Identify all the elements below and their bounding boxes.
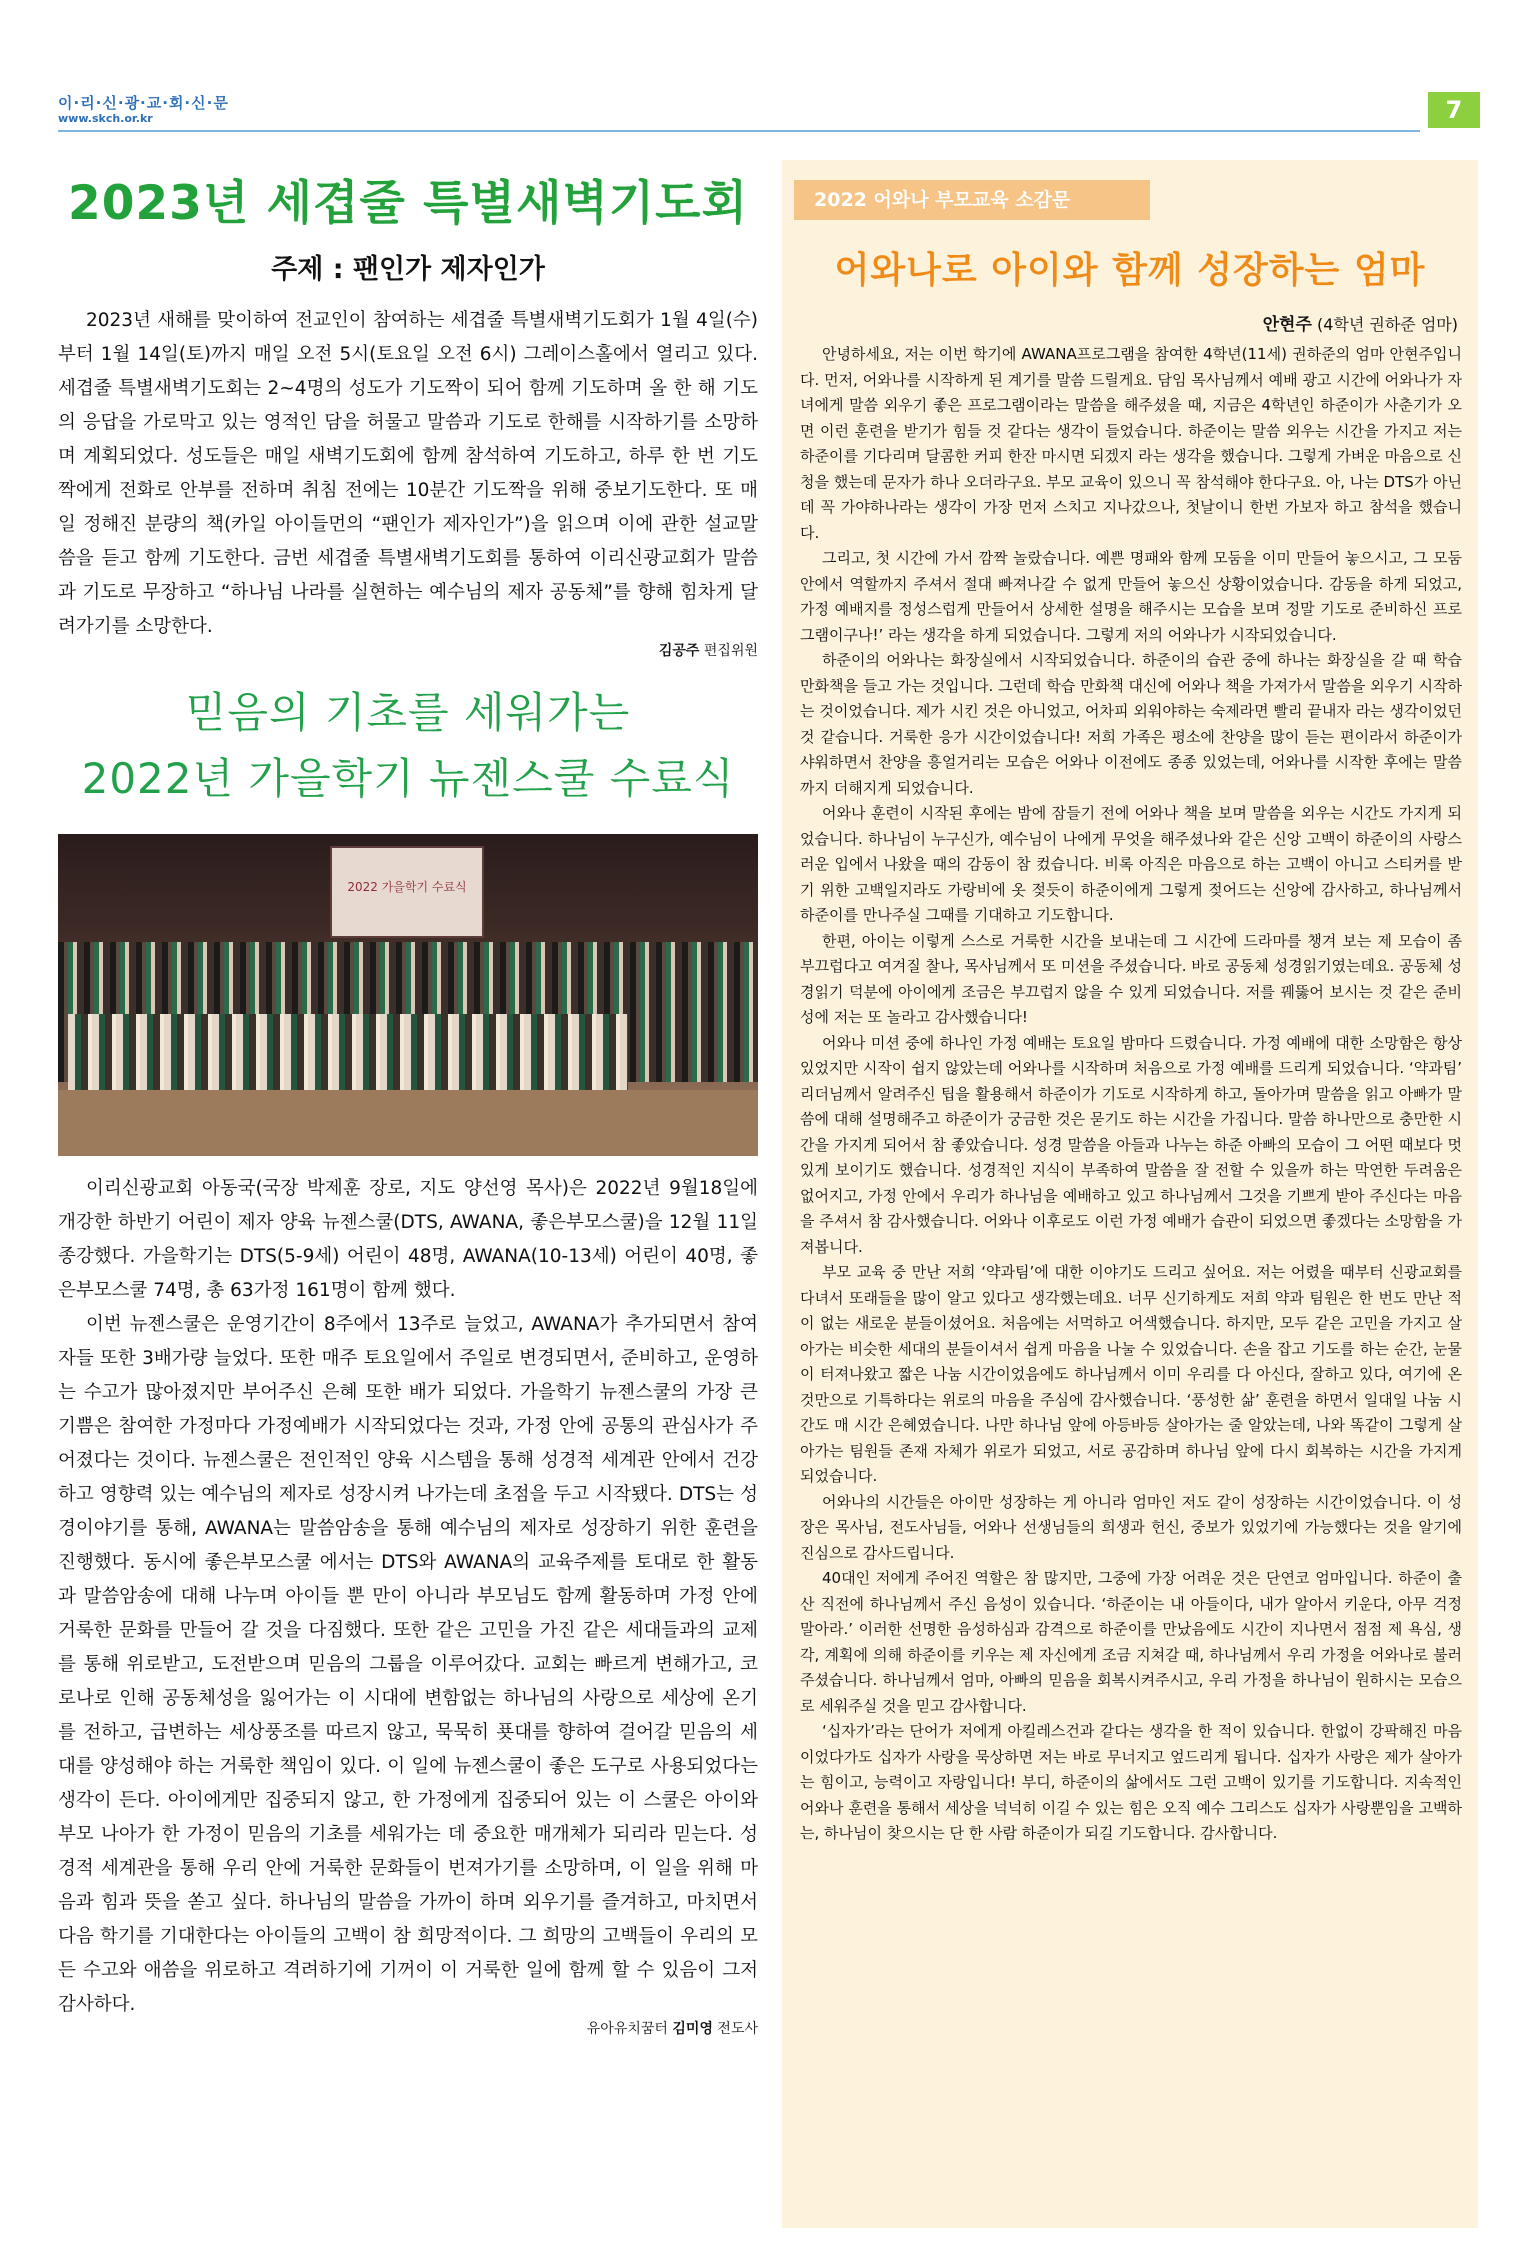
essay-paragraph: 어와나 미션 중에 하나인 가정 예배는 토요일 밤마다 드렸습니다. 가정 예배에 대한 소망함은 항상 있었지만 시작이 쉽지 않았는데 어와나를 시작하며 처음으로 가정 예배를 드리게 되었습니다. ‘약과팀’ 리더님께서 알려주신 팁을 활용해서 하준이가 기도로 시작하게 하고, 돌아가며 말씀을 읽고 아빠가 말씀에 대해 설명해주고 하준이가 궁금한 것은 묻기도 하는 시간을 가집니다. 말씀 하나만으로 충만한 시간을 가지게 되어서 참 좋았습니다. 성경 말씀을 아들과 나누는 하준 아빠의 모습이 그 어떤 때보다 멋있게 보이기도 했습니다. 성경적인 지식이 부족하여 말씀을 잘 전할 수 있을까 하는 막연한 두려움은 없어지고, 가정 안에서 우리가 하나님을 예배하고 있고 하나님께서 그것을 기쁘게 받아 주신다는 마음을 주셔서 참 감사했습니다. 어와나 이후로도 이런 가정 예배가 습관이 되었으면 좋겠다는 소망함을 가져봅니다. xyxy=(800,1033,1462,1256)
website-url[interactable]: www.skch.or.kr xyxy=(58,112,153,125)
article-body-newgen-2: 이번 뉴젠스쿨은 운영기간이 8주에서 13주로 늘었고, AWANA가 추가되면서 참여자들 또한 3배가량 늘었다. 또한 매주 토요일에서 주일로 변경되면서, 준비하고, 운영하는 수고가 많아졌지만 부어주신 은혜 또한 배가 되었다. 가을학기 뉴젠스쿨의 가장 큰 기쁨은 참여한 가정마다 가정예배가 시작되었다는 것과, 가정 안에 공통의 관심사가 주어졌다는 것이다. 뉴젠스쿨은 전인적인 양육 시스템을 통해 성경적 세계관 안에서 건강하고 영향력 있는 예수님의 제자로 성장시켜 나가는데 초점을 두고 시작됐다. DTS는 성경이야기를 통해, AWANA는 말씀암송을 통해 예수님의 제자로 성장하기 위한 훈련을 진행했다. 동시에 좋은부모스쿨 에서는 DTS와 AWANA의 교육주제를 토대로 한 활동과 말씀암송에 대해 나누며 아이들 뿐 만이 아니라 부모님도 함께 활동하며 가정 안에 거룩한 문화를 만들어 갈 것을 다짐했다. 또한 같은 고민을 가진 같은 세대들과의 교제를 통해 위로받고, 도전받으며 믿음의 그룹을 이루어갔다. 교회는 빠르게 변해가고, 코로나로 인해 공동체성을 잃어가는 이 시대에 변함없는 하나님의 사랑으로 세상에 온기를 전하고, 급변하는 세상풍조를 따르지 않고, 묵묵히 푯대를 향하여 걸어갈 믿음의 세대를 양성해야 하는 거룩한 책임이 있다. 이 일에 뉴젠스쿨이 좋은 도구로 사용되었다는 생각이 든다. 아이에게만 집중되지 않고, 한 가정에게 집중되어 있는 이 스쿨은 아이와 부모 나아가 한 가정이 믿음의 기초를 세워가는 데 중요한 매개체가 되리라 믿는다. 성경적 세계관을 통해 우리 안에 거룩한 문화들이 번져가기를 소망하며, 이 일을 위해 마음과 힘과 뜻을 쏟고 싶다. 하나님의 말씀을 가까이 하며 외우기를 즐겨하고, 마치면서 다음 학기를 기대한다는 아이들의 고백이 참 희망적이다. 그 희망의 고백들이 우리의 모든 수고와 애씀을 위로하고 격려하기에 기꺼이 이 거룩한 일에 함께 할 수 있음이 그저 감사하다. xyxy=(58,1314,758,2015)
awana-essay-box xyxy=(782,160,1478,2228)
author-role: 편집위원 xyxy=(699,643,758,659)
section-banner: 2022 어와나 부모교육 소감문 xyxy=(794,180,1150,220)
graduation-group-photo xyxy=(58,834,758,1156)
author-role: 전도사 xyxy=(712,2021,758,2037)
essay-paragraph: ‘십자가’라는 단어가 저에게 아킬레스건과 같다는 생각을 한 적이 있습니다. 한없이 강팍해진 마음이었다가도 십자가 사랑을 묵상하면 저는 바로 무너지고 엎드리게 됩니다. 십자가 사랑은 제가 살아가는 힘이고, 능력이고 자랑입니다! 부디, 하준이의 삶에서도 그런 고백이 있기를 기도합니다. 지속적인 어와나 훈련을 통해서 세상을 넉넉히 이길 수 있는 힘은 오직 예수 그리스도 십자가 사랑뿐임을 고백하는, 하나님이 찾으시는 단 한 사람 하준이가 되길 기도합니다. 감사합니다. xyxy=(800,1722,1462,1842)
article-title-line-1: 믿음의 기초를 세워가는 xyxy=(185,688,631,737)
essay-body xyxy=(800,342,1462,1847)
byline-newgen xyxy=(58,2018,758,2038)
essay-paragraph: 그리고, 첫 시간에 가서 깜짝 놀랐습니다. 예쁜 명패와 함께 모둠을 이미 만들어 놓으시고, 그 모둠 안에서 역할까지 주셔서 절대 빠져나갈 수 없게 만들어 놓으신 상황이었습니다. 감동을 하게 되었고, 가정 예배지를 정성스럽게 만들어서 상세한 설명을 해주시는 모습을 보며 정말 기도로 준비하신 프로그램이구나!’ 라는 생각을 하게 되었습니다. 그렇게 저의 어와나가 시작되었습니다. xyxy=(800,549,1462,644)
projection-screen xyxy=(330,846,484,938)
article-body-newgen-1: 이리신광교회 아동국(국장 박제훈 장로, 지도 양선영 목사)은 2022년 9월18일에 개강한 하반기 어린이 제자 양육 뉴젠스쿨(DTS, AWANA, 좋은부모스쿨)을 12월 11일 종강했다. 가을학기는 DTS(5-9세) 어린이 48명, AWANA(10-13세) 어린이 40명, 좋은부모스쿨 74명, 총 63가정 161명이 함께 했다. xyxy=(58,1178,758,1301)
essay-byline xyxy=(782,310,1458,335)
author-name: 안현주 xyxy=(1262,315,1312,335)
article-subtitle-prayer: 주제 : 팬인가 제자인가 xyxy=(271,254,545,285)
author-name: 김공주 xyxy=(658,643,700,659)
author-prefix: 유아유치꿈터 xyxy=(586,2021,673,2037)
masthead xyxy=(58,92,1478,132)
article-title-newgen xyxy=(58,680,758,812)
article-title-prayer: 2023년 세겹줄 특별새벽기도회 xyxy=(68,176,748,231)
newspaper-name: 이·리·신·광·교·회·신·문 xyxy=(58,94,229,112)
essay-title: 어와나로 아이와 함께 성장하는 엄마 xyxy=(834,250,1426,291)
essay-paragraph: 40대인 저에게 주어진 역할은 참 많지만, 그중에 가장 어려운 것은 단연코 엄마입니다. 하준이 출산 직전에 하나님께서 주신 음성이 있습니다. ‘하준이는 내 아들이다, 내가 알아서 키운다, 아무 걱정 말아라.’ 이러한 선명한 음성하심과 감격으로 하준이를 만났음에도 시간이 지나면서 점점 제 욕심, 생각, 계획에 의해 하준이를 키우는 제 자신에게 조금 지쳐갈 때, 하나님께서 우리 가정을 어와나로 불러주셨습니다. 하나님께서 엄마, 아빠의 믿음을 회복시켜주시고, 우리 가정을 하나님이 원하시는 모습으로 세워주실 것을 믿고 감사합니다. xyxy=(800,1569,1462,1715)
page-number: 7 xyxy=(1428,92,1480,128)
article-title-line-2: 2022년 가을학기 뉴젠스쿨 수료식 xyxy=(81,754,735,803)
essay-paragraph: 부모 교육 중 만난 저희 ‘약과팀’에 대한 이야기도 드리고 싶어요. 저는 어렸을 때부터 신광교회를 다녀서 또래들을 많이 알고 있다고 생각했는데요. 너무 신기하게도 저희 약과 팀원은 한 번도 만난 적이 없는 새로운 분들이셨어요. 처음에는 서먹하고 어색했습니다. 하지만, 모두 같은 고민을 가지고 살아가는 비슷한 세대의 분들이셔서 쉽게 마음을 나눌 수 있었습니다. 손을 잡고 기도를 하는 순간, 눈물이 터져나왔고 짧은 나눔 시간이었음에도 하나님께서 이미 우리를 다 아신다, 잘하고 있다, 여기에 온 것만으로 기특하다는 위로의 마음을 주심에 감사했습니다. ‘풍성한 삶’ 훈련을 하면서 일대일 나눔 시간도 매 시간 은혜였습니다. 나만 하나님 앞에 아등바등 살아가는 줄 알았는데, 나와 똑같이 그렇게 살아가는 팀원들 존재 자체가 위로가 되었고, 서로 공감하며 하나님 앞에 다시 회복하는 시간을 가지게 되었습니다. xyxy=(800,1263,1462,1485)
essay-paragraph: 안녕하세요, 저는 이번 학기에 AWANA프로그램을 참여한 4학년(11세) 권하준의 엄마 안현주입니다. 먼저, 어와나를 시작하게 된 계기를 말씀 드릴게요. 담임 목사님께서 예배 광고 시간에 어와나가 자녀에게 말씀 외우기 좋은 프로그램이라는 말씀을 해주셨을 때, 지금은 4학년인 하준이가 사춘기가 오면 이런 훈련을 받기가 힘들 것 같다는 생각이 들었습니다. 하준이는 말씀 외우는 시간을 가지고 저는 하준이를 기다리며 달콤한 커피 한잔 마시면 되겠지 라는 생각을 했습니다. 그렇게 가벼운 마음으로 신청을 했는데 문자가 하나 오더라구요. 부모 교육이 있으니 꼭 참석해야 한다구요. 아, 나는 DTS가 아닌데 꼭 가야하나라는 생각이 가장 먼저 스치고 지나갔으나, 첫날이니 한번 가보자 하고 참석을 했습니다. xyxy=(800,345,1462,542)
header-divider xyxy=(58,130,1420,132)
essay-paragraph: 한편, 아이는 이렇게 스스로 거룩한 시간을 보내는데 그 시간에 드라마를 챙겨 보는 제 모습이 좀 부끄럽다고 여겨질 찰나, 목사님께서 또 미션을 주셨습니다. 바로 공동체 성경읽기였는데요. 공동체 성경읽기 덕분에 아이에게 조금은 부끄럽지 않을 수 있게 되었습니다. 저를 꿰뚫어 보시는 것 같은 준비성에 저는 또 놀라고 감사했습니다! xyxy=(800,931,1462,1026)
author-note: (4학년 권하준 엄마) xyxy=(1311,315,1458,334)
essay-paragraph: 어와나의 시간들은 아이만 성장하는 게 아니라 엄마인 저도 같이 성장하는 시간이었습니다. 이 성장은 목사님, 전도사님들, 어와나 선생님들의 희생과 헌신, 중보가 있었기에 가능했다는 것을 알기에 진심으로 감사드립니다. xyxy=(800,1492,1462,1562)
author-name: 김미영 xyxy=(672,2021,713,2037)
left-column xyxy=(58,160,758,2038)
article-body-prayer: 2023년 새해를 맞이하여 전교인이 참여하는 세겹줄 특별새벽기도회가 1월 4일(수)부터 1월 14일(토)까지 매일 오전 5시(토요일 오전 6시) 그레이스홀에서 열리고 있다. 세겹줄 특별새벽기도회는 2~4명의 성도가 기도짝이 되어 함께 기도하며 올 한 해 기도의 응답을 가로막고 있는 영적인 담을 허물고 말씀과 기도로 한해를 시작하기를 소망하며 계획되었다. 성도들은 매일 새벽기도회에 함께 참석하여 기도하고, 하루 한 번 기도짝에게 전화로 안부를 전하며 취침 전에는 10분간 기도짝을 위해 중보기도한다. 또 매일 정해진 분량의 책(카일 아이들먼의 “팬인가 제자인가”)을 읽으며 이에 관한 설교말씀을 듣고 함께 기도한다. 금번 세겹줄 특별새벽기도회를 통하여 이리신광교회가 말씀과 기도로 무장하고 “하나님 나라를 실현하는 예수님의 제자 공동체”를 향해 힘차게 달려가기를 소망한다. xyxy=(58,310,758,637)
projection-screen-text: 2022 가을학기 수료식 xyxy=(347,880,467,894)
essay-paragraph: 하준이의 어와나는 화장실에서 시작되었습니다. 하준이의 습관 중에 하나는 화장실을 갈 때 학습 만화책을 들고 가는 것입니다. 그런데 학습 만화책 대신에 어와나 책을 가져가서 말씀을 외우기 시작하는 것이었습니다. 제가 시킨 것은 아니었고, 어차피 외워야하는 숙제라면 빨리 끝내자 라는 생각이었던 것 같습니다. 거룩한 응가 시간이었습니다! 저희 가족은 평소에 찬양을 많이 듣는 편이라서 하준이가 샤워하면서 찬양을 흥얼거리는 모습은 어와나 이전에도 종종 있었는데, 어와나를 시작한 후에는 말씀까지 더해지게 되었습니다. xyxy=(800,651,1462,797)
crowd-front-rows xyxy=(68,1014,628,1094)
stage-floor xyxy=(58,1090,758,1156)
essay-paragraph: 어와나 훈련이 시작된 후에는 밤에 잠들기 전에 어와나 책을 보며 말씀을 외우는 시간도 가지게 되었습니다. 하나님이 누구신가, 예수님이 나에게 무엇을 해주셨나와 같은 신앙 고백이 하준이의 사랑스러운 입에서 나왔을 때의 감동이 참 컸습니다. 비록 아직은 마음으로 하는 고백이 아니고 스티커를 받기 위한 고백일지라도 가랑비에 옷 젖듯이 하준이에게 그렇게 젖어드는 신앙에 감사하고, 하나님께서 하준이를 만나주실 그때를 기대하고 기도합니다. xyxy=(800,804,1462,924)
